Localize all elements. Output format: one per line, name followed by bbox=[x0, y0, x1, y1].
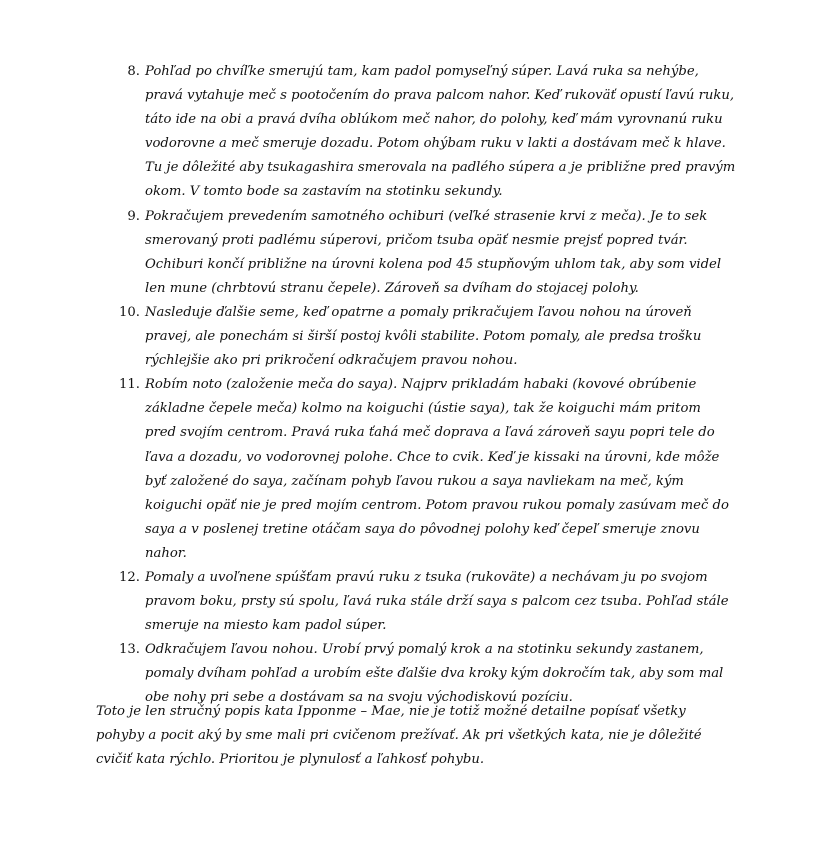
step-number: 9. bbox=[127, 208, 140, 224]
step-number: 10. bbox=[119, 304, 140, 320]
step-text: Pomaly a uvoľnene spúšťam pravú ruku z tsuka (rukoväte) a nechávam ju po svojom pravom boku, prsty sú spolu, ľavá ruka stále drží saya s palcom cez tsuba. Pohľad stále smeruje na miesto kam padol súper. bbox=[145, 569, 729, 634]
summary-paragraph: Toto je len stručný popis kata Ipponme – Mae, nie je totiž možné detailne popísať všetky pohyby a pocit aký by sme mali pri cvičenom prežívať. Ak pri všetkých kata, nie je dôležité cvičiť kata rýchlo. Prioritou je plynulosť a ľahkosť pohybu. bbox=[96, 704, 702, 767]
list-item bbox=[96, 566, 736, 638]
list-item bbox=[96, 373, 736, 566]
kata-steps-list bbox=[96, 60, 736, 711]
step-text: Pokračujem prevedením samotného ochiburi (veľké strasenie krvi z meča). Je to sek smerovaný proti padlému súperovi, pričom tsuba opäť nesmie prejsť popred tvár. Ochiburi končí približne na úrovni kolena pod 45 stupňovým uhlom tak, aby som videl len mune (chrbtovú stranu čepele). Zároveň sa dvíham do stojacej polohy. bbox=[145, 208, 722, 296]
list-item bbox=[96, 60, 736, 205]
step-text: Robím noto (založenie meča do saya). Najprv prikladám habaki (kovové obrúbenie základne čepele meča) kolmo na koiguchi (ústie saya), tak že koiguchi mám pritom pred svojím centrom. Pravá ruka ťahá meč doprava a ľavá zároveň sayu popri tele do ľava a dozadu, vo vodorovnej polohe. Chce to cvik. Keď je kissaki na úrovni, kde môže byť založené do saya, začínam pohyb ľavou rukou a saya navliekam na meč, kým koiguchi opäť nie je pred mojím centrom. Potom pravou rukou pomaly zasúvam meč do saya a v poslenej tretine otáčam saya do pôvodnej polohy keď čepeľ smeruje znovu nahor. bbox=[145, 377, 729, 561]
step-text: Pohľad po chvíľke smerujú tam, kam padol pomyseľný súper. Lavá ruka sa nehýbe, pravá vytahuje meč s pootočením do prava palcom nahor. Keď rukoväť opustí ľavú ruku, táto ide na obi a pravá dvíha oblúkom meč nahor, do polohy, keď mám vyrovnanú ruku vodorovne a meč smeruje dozadu. Potom ohýbam ruku v lakti a dostávam meč k hlave. Tu je dôležité aby tsukagashira smerovala na padlého súpera a je približne pred pravým okom. V tomto bode sa zastavím na stotinku sekundy. bbox=[145, 64, 736, 200]
list-item bbox=[96, 301, 736, 373]
step-number: 13. bbox=[119, 642, 140, 658]
step-number: 8. bbox=[127, 64, 140, 79]
step-text: Nasleduje ďalšie seme, keď opatrne a pomaly prikračujem ľavou nohou na úroveň pravej, ale ponechám si širší postoj kvôli stabilite. Potom pomaly, ale predsa trošku rýchlejšie ako pri prikročení odkračujem pravou nohou. bbox=[145, 304, 702, 369]
step-text: Odkračujem ľavou nohou. Urobí prvý pomalý krok a na stotinku sekundy zastanem, pomaly dvíham pohľad a urobím ešte ďalšie dva kroky kým dokročím tak, aby som mal obe nohy pri sebe a dostávam sa na svoju východiskovú pozíciu. bbox=[145, 642, 724, 706]
step-number: 12. bbox=[119, 569, 140, 585]
step-number: 11. bbox=[119, 377, 140, 393]
list-item bbox=[96, 205, 736, 301]
